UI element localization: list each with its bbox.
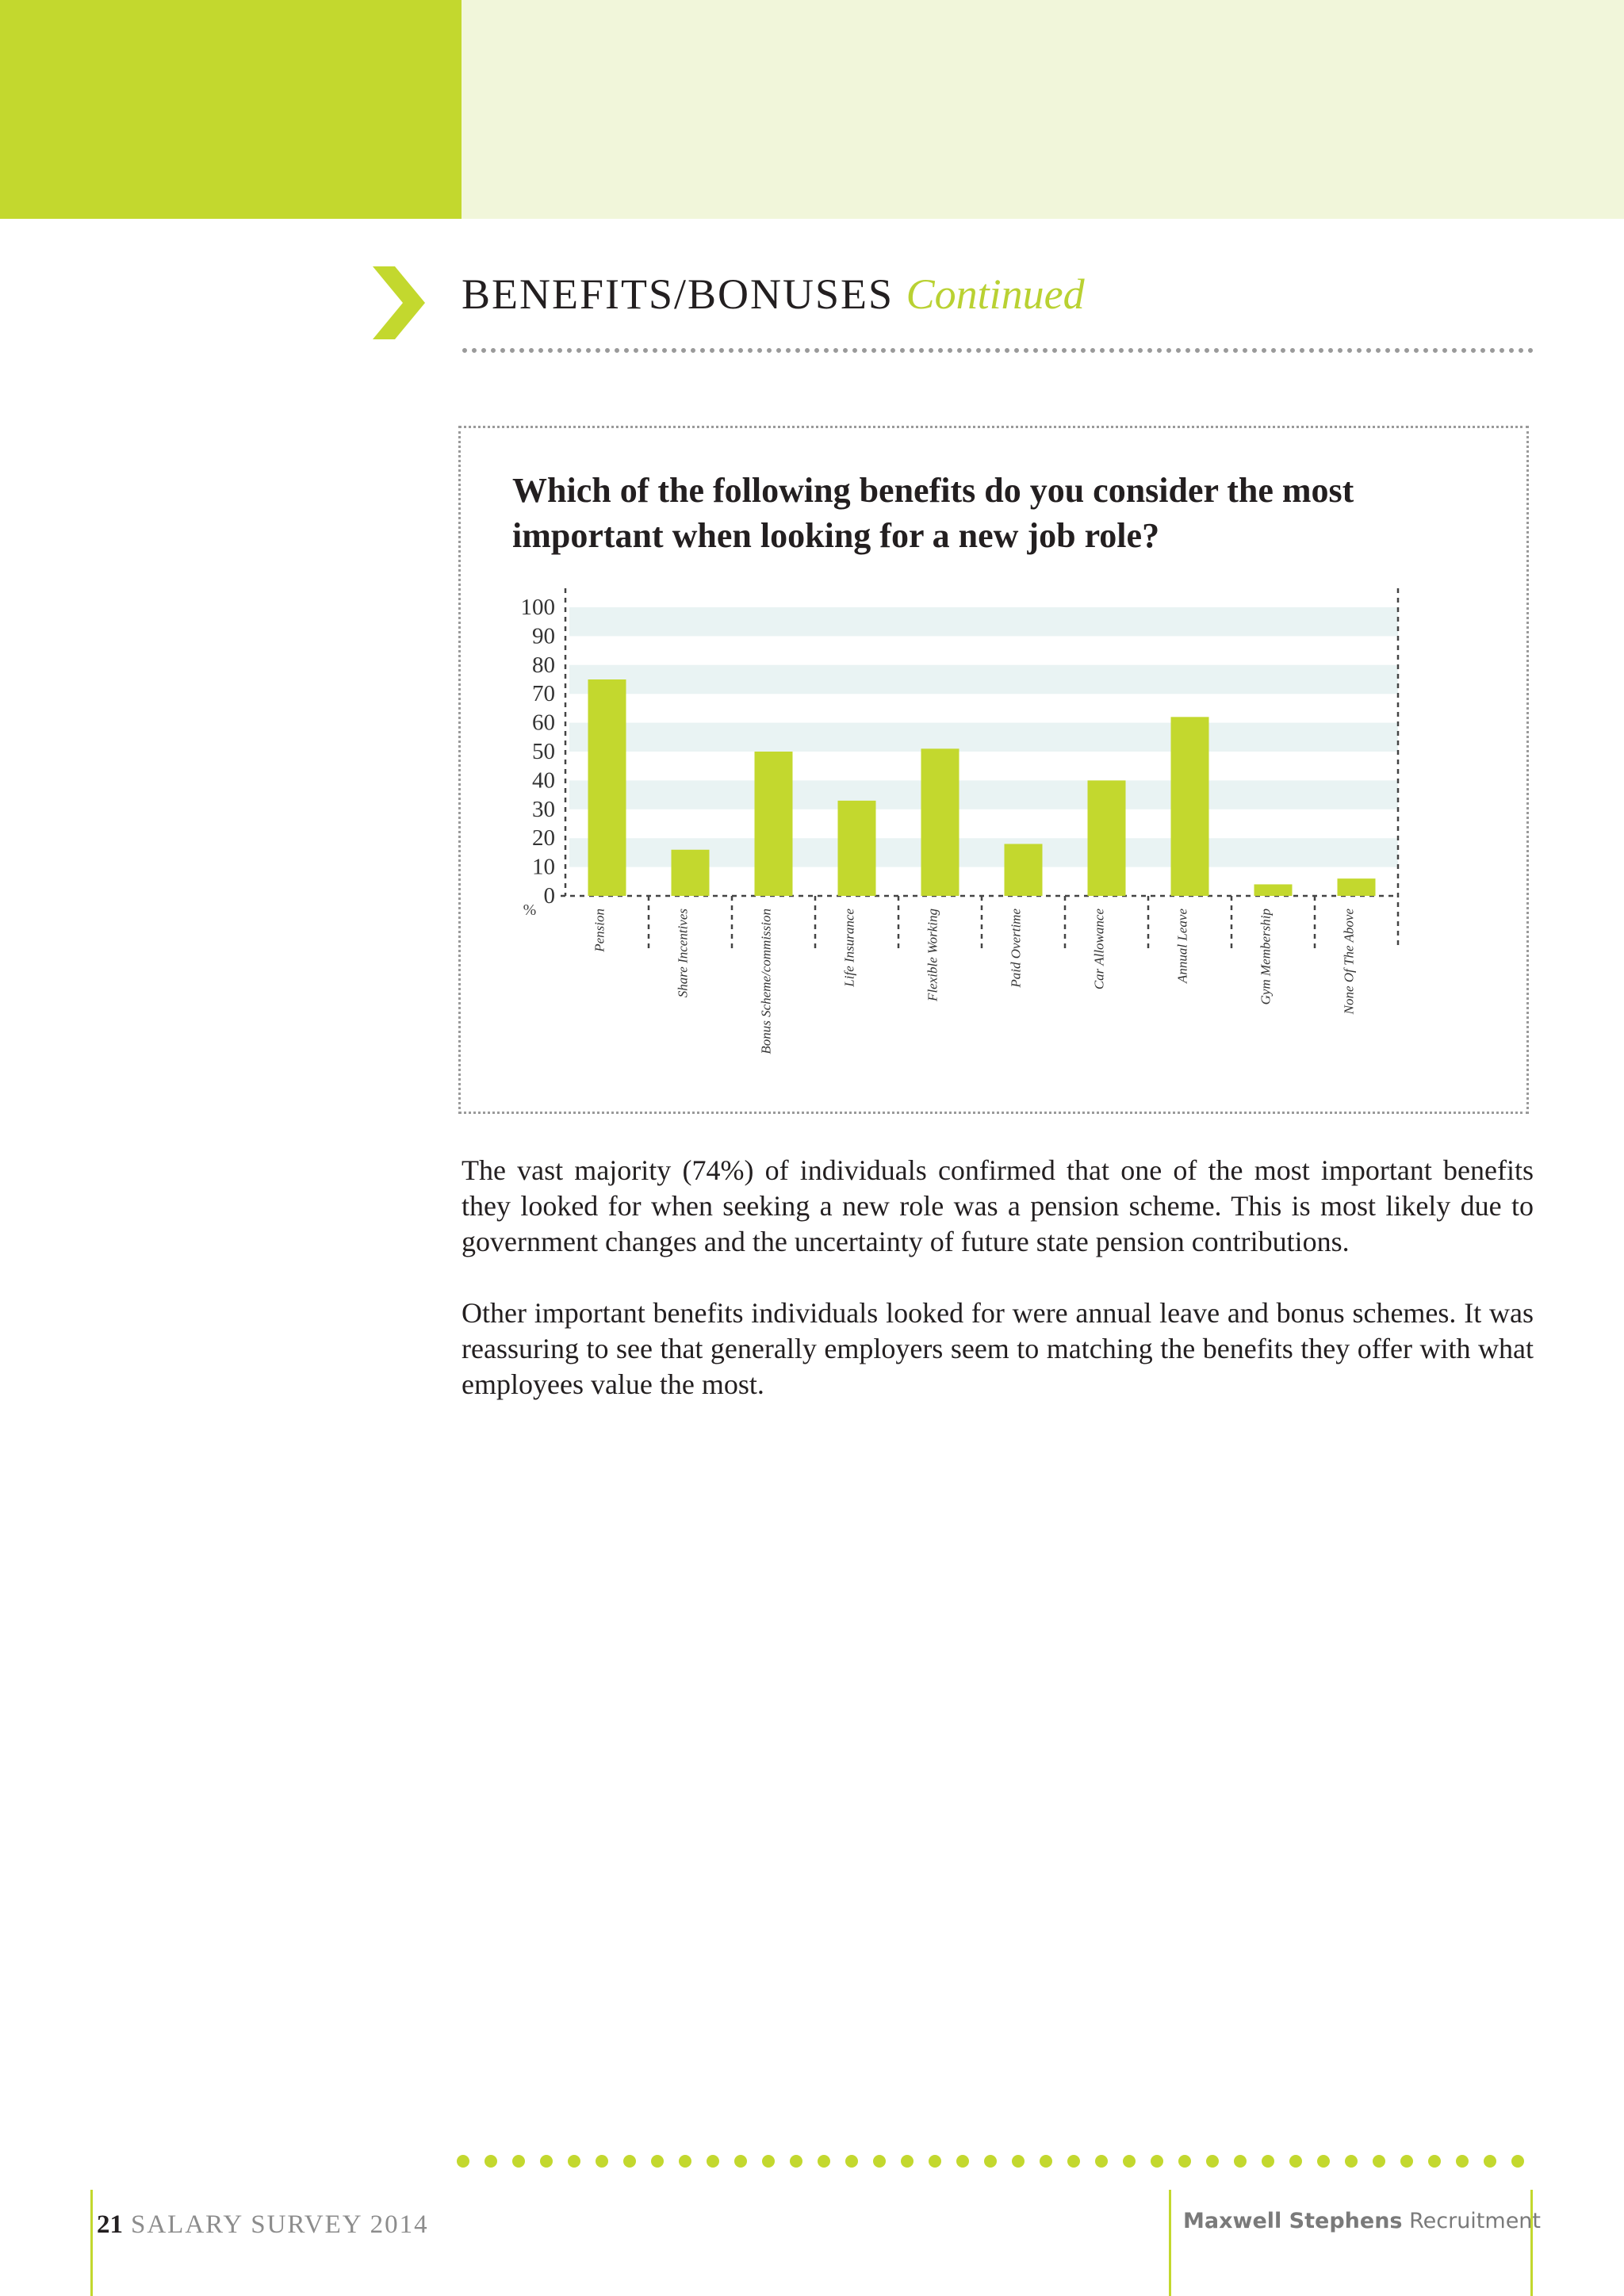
- y-tick-label: 40: [532, 767, 555, 794]
- body-paragraph-2: Other important benefits individuals looked for were annual leave and bonus schemes. It was reassuring to see that generally employers seem to matching the benefits they offer with what employees value the most.: [462, 1297, 1534, 1400]
- footer-divider-right: [1530, 2190, 1533, 2296]
- chart-band: [569, 607, 1398, 636]
- footer-divider-center: [1169, 2190, 1171, 2296]
- bar: [921, 748, 959, 896]
- y-axis-label: %: [523, 901, 537, 919]
- x-tick-label: Gym Membership: [1258, 909, 1274, 1005]
- chart-band: [569, 723, 1398, 752]
- page-number: 21: [97, 2210, 123, 2239]
- bar: [1005, 844, 1043, 896]
- x-tick-label: None Of The Above: [1341, 909, 1357, 1015]
- chart-title: Which of the following benefits do you consider the most important when looking for a new job role?: [512, 471, 1354, 555]
- footer-company: [1183, 2209, 1541, 2233]
- y-tick-label: 50: [532, 739, 555, 764]
- header-light-band: [462, 0, 1624, 219]
- y-tick-label: 10: [532, 854, 555, 880]
- y-tick-label: 90: [532, 623, 555, 649]
- bar-chart: [476, 579, 1411, 1086]
- title-dotted-rule: [462, 347, 1537, 354]
- bar: [588, 679, 626, 896]
- y-tick-label: 20: [532, 825, 555, 851]
- body-paragraph-1: The vast majority (74%) of individuals confirmed that one of the most important benefits they looked for when seeking a new role was a pension scheme. This is most likely due to government changes and the uncertainty of future state pension contributions.: [462, 1154, 1534, 1257]
- bar: [755, 752, 793, 896]
- footer-dotted-rule: [454, 2152, 1542, 2171]
- bar: [1254, 884, 1293, 896]
- company-name: Maxwell Stephens: [1183, 2209, 1403, 2233]
- section-title: [462, 270, 1085, 319]
- chart-band: [569, 780, 1398, 809]
- x-tick-label: Annual Leave: [1174, 909, 1190, 983]
- x-tick-label: Car Allowance: [1091, 909, 1107, 990]
- y-tick-label: 70: [532, 681, 555, 707]
- y-tick-label: 100: [520, 595, 555, 620]
- bar: [838, 801, 876, 896]
- x-tick-label: Life Insurance: [841, 909, 857, 987]
- chart-band: [569, 665, 1398, 694]
- header-accent-band: [0, 0, 462, 219]
- bar: [1338, 878, 1376, 896]
- footer-publication: [97, 2210, 429, 2240]
- company-suffix: Recruitment: [1409, 2209, 1542, 2233]
- chevron-right-icon: [373, 266, 425, 339]
- y-tick-label: 30: [532, 796, 555, 822]
- publication-name: SALARY SURVEY 2014: [131, 2210, 429, 2239]
- bar: [1088, 780, 1126, 896]
- bar: [672, 850, 710, 896]
- footer-divider-left: [90, 2190, 93, 2296]
- x-tick-label: Pension: [592, 909, 607, 952]
- body-text: [462, 1153, 1534, 1438]
- y-tick-label: 80: [532, 652, 555, 678]
- bar: [1171, 717, 1209, 896]
- x-tick-label: Paid Overtime: [1008, 909, 1024, 988]
- section-title-continued: Continued: [906, 270, 1085, 318]
- x-tick-label: Flexible Working: [925, 909, 940, 1001]
- x-tick-label: Bonus Scheme/commission: [758, 909, 774, 1054]
- x-tick-label: Share Incentives: [675, 909, 691, 998]
- y-tick-label: 60: [532, 710, 555, 736]
- y-tick-label: 0: [543, 883, 555, 909]
- section-title-text: BENEFITS/BONUSES: [462, 270, 894, 318]
